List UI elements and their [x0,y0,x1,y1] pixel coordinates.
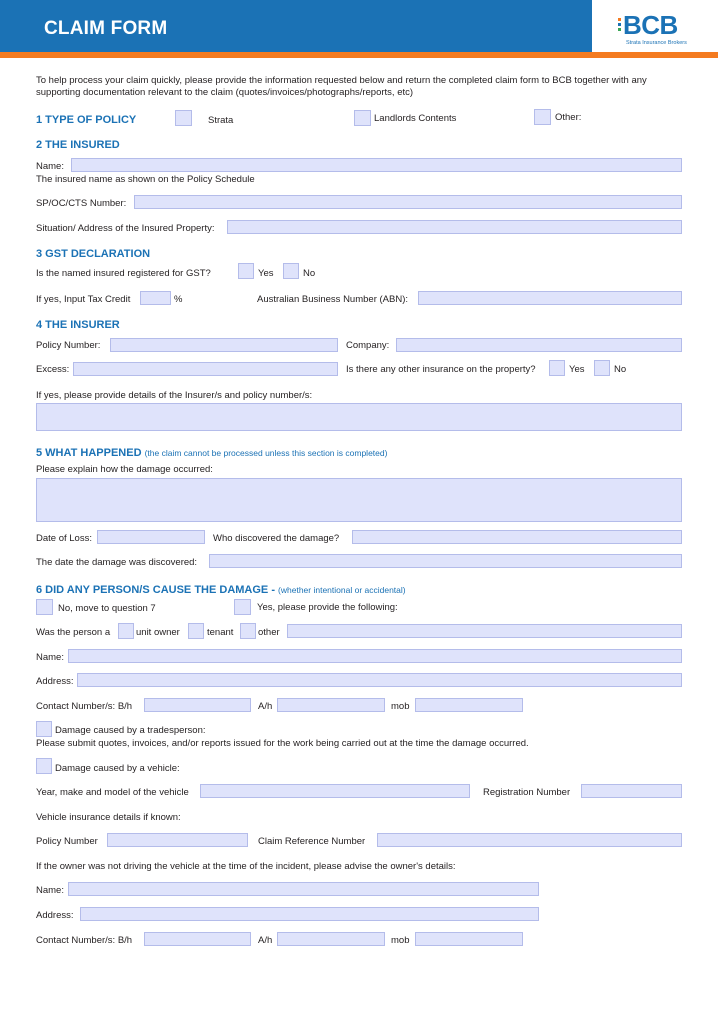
tradesperson-label: Damage caused by a tradesperson: [55,725,206,736]
was-person-label: Was the person a [36,627,111,638]
section-6-title: 6 DID ANY PERSON/S CAUSE THE DAMAGE - [36,584,275,596]
strata-checkbox[interactable] [175,110,192,126]
excess-field[interactable] [73,362,338,376]
tradesperson-checkbox[interactable] [36,721,52,737]
insured-name-field[interactable] [71,158,682,172]
owner-note: If the owner was not driving the vehicle at the time of the incident, please advise the owner's details: [36,861,456,872]
vehicle-policy-label: Policy Number [36,836,98,847]
contact-bh-field[interactable] [144,698,251,712]
gst-no-checkbox[interactable] [283,263,299,279]
sp-number-label: SP/OC/CTS Number: [36,198,127,209]
gst-no-label: No [303,268,316,279]
other-insurance-label: Is there any other insurance on the property? [346,364,536,375]
excess-label: Excess: [36,364,70,375]
insured-name-note: The insured name as shown on the Policy Schedule [36,174,255,185]
date-of-loss-field[interactable] [97,530,205,544]
owner-contact-mob-field[interactable] [415,932,523,946]
policy-number-label: Policy Number: [36,340,101,351]
insured-name-label: Name: [36,161,64,172]
percent-label: % [174,294,183,305]
person-address-label: Address: [36,676,74,687]
insurer-details-label: If yes, please provide details of the Insurer/s and policy number/s: [36,390,313,401]
registration-label: Registration Number [483,787,571,798]
gst-yes-checkbox[interactable] [238,263,254,279]
explain-field[interactable] [36,478,682,522]
section-1-heading: 1 TYPE OF POLICY [36,114,137,126]
unit-owner-label: unit owner [136,627,180,638]
tenant-checkbox[interactable] [188,623,204,639]
logo-text: BCB [623,10,678,40]
section-5-note: (the claim cannot be processed unless this section is completed) [144,448,388,458]
owner-name-field[interactable] [68,882,539,896]
landlords-checkbox[interactable] [354,110,371,126]
other-label: Other: [555,112,582,123]
section-6-note: (whether intentional or accidental) [278,585,406,595]
owner-contact-ah-field[interactable] [277,932,385,946]
owner-contact-bh-field[interactable] [144,932,251,946]
person-no-checkbox[interactable] [36,599,53,615]
person-yes-label: Yes, please provide the following: [257,602,398,613]
date-discovered-field[interactable] [209,554,682,568]
company-label: Company: [346,340,390,351]
abn-label: Australian Business Number (ABN): [257,294,408,305]
unit-owner-checkbox[interactable] [118,623,134,639]
gst-yes-label: Yes [258,268,274,279]
other-ins-yes-checkbox[interactable] [549,360,565,376]
owner-contact-bh-label: Contact Number/s: B/h [36,935,133,946]
vehicle-ymm-field[interactable] [200,784,470,798]
logo-subtitle: Strata Insurance Brokers [626,40,687,46]
who-discovered-label: Who discovered the damage? [213,533,340,544]
other-ins-no-checkbox[interactable] [594,360,610,376]
other-person-label: other [258,627,280,638]
logo-mark-icon [618,18,621,21]
abn-field[interactable] [418,291,682,305]
other-checkbox[interactable] [534,109,551,125]
contact-mob-label: mob [391,701,410,712]
other-person-checkbox[interactable] [240,623,256,639]
section-6-heading [36,584,406,596]
section-3-heading: 3 GST DECLARATION [36,248,151,260]
registration-field[interactable] [581,784,682,798]
policy-number-field[interactable] [110,338,338,352]
section-2-heading: 2 THE INSURED [36,139,120,151]
claim-reference-label: Claim Reference Number [258,836,366,847]
owner-name-label: Name: [36,885,64,896]
section-4-heading: 4 THE INSURER [36,319,120,331]
owner-address-field[interactable] [80,907,539,921]
owner-contact-mob-label: mob [391,935,410,946]
vehicle-label: Damage caused by a vehicle: [55,763,180,774]
contact-mob-field[interactable] [415,698,523,712]
contact-ah-field[interactable] [277,698,385,712]
contact-bh-label: Contact Number/s: B/h [36,701,133,712]
logo [600,6,712,52]
gst-registered-label: Is the named insured registered for GST? [36,268,211,279]
logo-mark-icon [618,28,621,31]
person-name-label: Name: [36,652,64,663]
vehicle-policy-field[interactable] [107,833,248,847]
section-5-title: 5 WHAT HAPPENED [36,447,142,459]
owner-contact-ah-label: A/h [258,935,273,946]
date-of-loss-label: Date of Loss: [36,533,92,544]
person-address-field[interactable] [77,673,682,687]
other-ins-yes-label: Yes [569,364,585,375]
landlords-label: Landlords Contents [374,113,457,124]
person-no-label: No, move to question 7 [58,603,156,614]
person-yes-checkbox[interactable] [234,599,251,615]
owner-address-label: Address: [36,910,74,921]
intro-text: To help process your claim quickly, please provide the information requested below and return the completed claim form to BCB together with any supporting documentation relevant to the claim (quotes/invoices/photographs/reports, etc) [36,75,647,98]
insurer-details-field[interactable] [36,403,682,431]
other-person-field[interactable] [287,624,682,638]
company-field[interactable] [396,338,682,352]
form-title: CLAIM FORM [44,18,168,39]
orange-stripe [0,52,718,58]
contact-ah-label: A/h [258,701,273,712]
vehicle-insurance-label: Vehicle insurance details if known: [36,812,181,823]
itc-field[interactable] [140,291,171,305]
other-ins-no-label: No [614,364,627,375]
tenant-label: tenant [207,627,234,638]
vehicle-checkbox[interactable] [36,758,52,774]
person-name-field[interactable] [68,649,682,663]
explain-label: Please explain how the damage occurred: [36,464,213,475]
itc-label: If yes, Input Tax Credit [36,294,131,305]
date-discovered-label: The date the damage was discovered: [36,557,198,568]
strata-label: Strata [208,115,234,126]
who-discovered-field[interactable] [352,530,682,544]
claim-reference-field[interactable] [377,833,682,847]
situation-label: Situation/ Address of the Insured Property: [36,223,215,234]
situation-field[interactable] [227,220,682,234]
vehicle-ymm-label: Year, make and model of the vehicle [36,787,189,798]
sp-number-field[interactable] [134,195,682,209]
logo-mark-icon [618,23,621,26]
tradesperson-note: Please submit quotes, invoices, and/or reports issued for the work being carried out at the time the damage occurred. [36,738,529,749]
section-5-heading [36,447,387,459]
